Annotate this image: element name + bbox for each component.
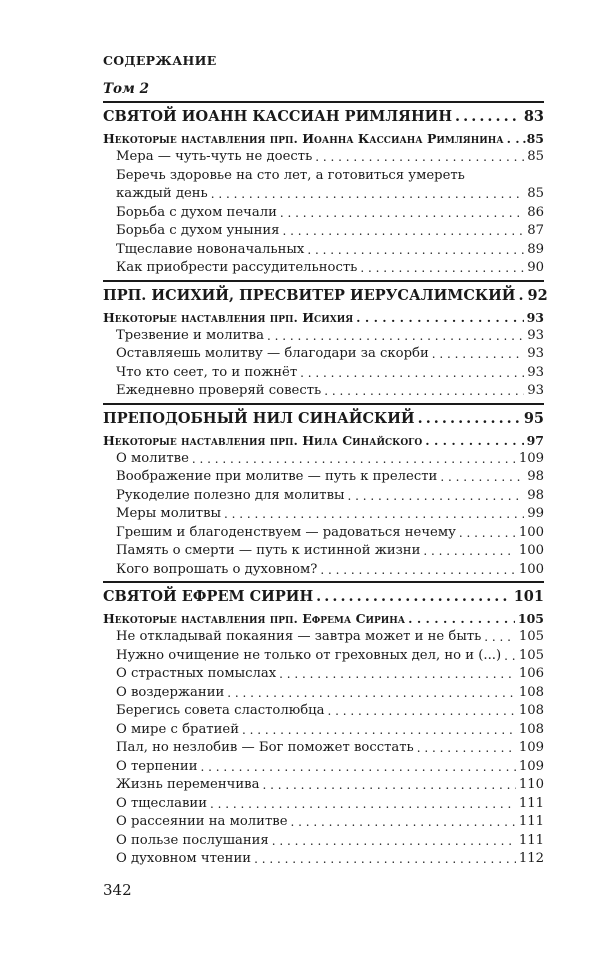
dot-leader: [201, 758, 516, 777]
dot-leader: [417, 739, 516, 758]
toc-item: [103, 647, 544, 666]
dot-leader: [356, 308, 523, 327]
toc-item: [103, 148, 544, 167]
author-heading-title: ПРП. ИСИХИЙ, ПРЕСВИТЕР ИЕРУСАЛИМСКИЙ: [103, 286, 516, 304]
toc-item: [103, 776, 544, 795]
toc-item-page: 111: [518, 814, 544, 829]
toc-item-page: 100: [518, 543, 544, 558]
group-heading: [103, 129, 544, 148]
toc-item-title: Тщеславие новоначальных: [116, 241, 305, 257]
toc-item-title: Трезвение и молитва: [116, 327, 264, 343]
dot-leader: [418, 407, 521, 431]
toc-item-page: 87: [527, 223, 544, 238]
toc-item-page: 109: [518, 740, 544, 755]
toc-item-title: Кого вопрошать о духовном?: [116, 561, 318, 577]
toc-item-page: 93: [527, 346, 544, 361]
group-heading-title: Некоторые наставления прп. Иоанна Кассиана Римлянина: [103, 131, 504, 146]
dot-leader: [328, 702, 516, 721]
group-heading-page: 93: [526, 309, 544, 325]
author-heading: [103, 407, 544, 431]
toc-item: [103, 204, 544, 223]
toc-item: [103, 795, 544, 814]
dot-leader: [291, 813, 516, 832]
toc-item-page: 98: [527, 487, 544, 503]
dot-leader: [280, 204, 524, 223]
group-heading-page: 97: [526, 432, 544, 448]
author-heading-page: 92: [527, 286, 548, 304]
toc-item: [103, 345, 544, 364]
toc-section: [103, 101, 544, 278]
toc-item: [103, 468, 544, 487]
dot-leader: [307, 241, 524, 260]
toc-item-page: 85: [527, 149, 544, 164]
toc-item-title: Память о смерти — путь к истинной жизни: [116, 543, 421, 558]
toc-item-title: Борьба с духом печали: [116, 204, 277, 220]
dot-leader: [432, 345, 524, 364]
dot-leader: [224, 505, 524, 524]
group-heading-page: .85: [522, 131, 544, 146]
author-heading-title: СВЯТОЙ ЕФРЕМ СИРИН: [103, 588, 314, 605]
toc-item: [103, 524, 544, 543]
toc-item-title: О терпении: [116, 758, 198, 774]
toc-item-title: Пал, но незлобив — Бог поможет восстать: [116, 740, 414, 755]
dot-leader: [262, 776, 515, 795]
author-heading: [103, 585, 544, 609]
dot-leader: [315, 148, 524, 167]
author-heading-page: 101: [513, 588, 544, 605]
toc-item-title: О пользе послушания: [116, 832, 269, 848]
dot-leader: [504, 647, 516, 666]
dot-leader: [242, 721, 516, 740]
toc-item-title: О молитве: [116, 450, 189, 466]
dot-leader: [519, 284, 525, 308]
toc-item: [103, 542, 544, 561]
dot-leader: [455, 105, 521, 129]
toc-item: [103, 561, 544, 580]
group-heading-title: Некоторые наставления прп. Нила Синайского: [103, 432, 423, 448]
toc-item-page: 99: [527, 506, 544, 521]
toc-item: [103, 628, 544, 647]
dot-leader: [267, 327, 524, 346]
toc-item-page: 85: [527, 186, 544, 201]
page-number: 342: [103, 881, 132, 899]
group-heading: [103, 308, 544, 327]
dot-leader: [272, 832, 516, 851]
toc-item-title: Жизнь переменчива: [116, 777, 260, 792]
toc-item: [103, 382, 544, 401]
group-heading-page: 105: [517, 611, 544, 626]
toc-item: [103, 850, 544, 869]
dot-leader: [484, 628, 516, 647]
author-heading-title: СВЯТОЙ ИОАНН КАССИАН РИМЛЯНИН: [103, 108, 453, 125]
toc-item-title: Рукоделие полезно для молитвы: [116, 487, 345, 503]
toc-item: [103, 832, 544, 851]
toc-item-title: Нужно очищение не только от греховных дел, но и (...): [116, 647, 502, 663]
author-heading: [103, 105, 544, 129]
dot-leader: [324, 382, 524, 401]
toc-item: [103, 327, 544, 346]
dot-leader: [279, 665, 516, 684]
group-heading-title: Некоторые наставления прп. Исихия: [103, 309, 354, 325]
toc-item: [103, 702, 544, 721]
toc-item: [103, 364, 544, 383]
toc-item: [103, 758, 544, 777]
toc-item-page: 108: [518, 684, 544, 700]
toc-item-title: Берегись совета сластолюбца: [116, 703, 325, 718]
toc-item-page: 106: [518, 666, 544, 681]
dot-leader: [459, 524, 516, 543]
toc-item-title: Меры молитвы: [116, 506, 222, 521]
toc-item-page: 100: [518, 561, 544, 577]
toc-item: [103, 185, 544, 204]
toc-item-page: 98: [527, 469, 544, 484]
toc-item-page: 110: [518, 777, 544, 792]
toc-item: [103, 684, 544, 703]
toc-item-page: 93: [527, 383, 544, 398]
dot-leader: [348, 487, 525, 506]
dot-leader: [507, 129, 520, 148]
toc-item-title: Ежедневно проверяй совесть: [116, 383, 322, 398]
toc-item-line: Беречь здоровье на сто лет, а готовиться умереть: [116, 167, 465, 183]
toc-item-page: 108: [518, 721, 544, 737]
dot-leader: [210, 795, 516, 814]
toc-item-page: 86: [527, 204, 544, 220]
toc-item-page: 109: [518, 758, 544, 774]
toc-item-title: Что кто сеет, то и пожнёт: [116, 364, 298, 380]
toc-item: [103, 739, 544, 758]
toc-item-page: 89: [527, 241, 544, 257]
dot-leader: [282, 222, 524, 241]
group-heading: [103, 609, 544, 628]
toc-item-page: 111: [518, 832, 544, 848]
toc-item-title: каждый день: [116, 186, 208, 201]
volume-label: Том 2: [103, 81, 149, 97]
dot-leader: [300, 364, 524, 383]
toc-item-page: 108: [518, 703, 544, 718]
dot-leader: [211, 185, 524, 204]
dot-leader: [423, 542, 515, 561]
toc-item-title: Мера — чуть-чуть не доесть: [116, 149, 313, 164]
toc-item-title: Борьба с духом уныния: [116, 223, 280, 238]
toc-item: [103, 487, 544, 506]
dot-leader: [320, 561, 515, 580]
table-of-contents: [103, 80, 548, 869]
toc-item-page: 105: [518, 647, 544, 663]
toc-item: [103, 259, 544, 278]
toc-item-page: 93: [527, 364, 544, 380]
dot-leader: [227, 684, 516, 703]
toc-item: [103, 222, 544, 241]
toc-item-title: О воздержании: [116, 684, 225, 700]
group-heading: [103, 431, 544, 450]
dot-leader: [425, 431, 523, 450]
toc-item-title: Грешим и благоденствуем — радоваться нечему: [116, 524, 456, 540]
author-heading-page: 83: [523, 108, 544, 125]
toc-item-title: О страстных помыслах: [116, 666, 277, 681]
toc-item-title: Оставляешь молитву — благодари за скорби: [116, 346, 429, 361]
toc-item-page: 100: [518, 524, 544, 540]
toc-item: [103, 665, 544, 684]
toc-item-title: Как приобрести рассудительность: [116, 260, 358, 275]
toc-item-page: 111: [518, 795, 544, 811]
toc-item-page: 105: [518, 629, 544, 644]
toc-item-page: 109: [518, 450, 544, 466]
toc-item-title: Не откладывай покаяния — завтра может и не быть: [116, 629, 482, 644]
running-head: СОДЕРЖАНИЕ: [103, 53, 217, 68]
toc-item-title: О рассеянии на молитве: [116, 814, 288, 829]
toc-item-title: О мире с братией: [116, 721, 239, 737]
author-heading: [103, 284, 548, 308]
dot-leader: [408, 609, 515, 628]
dot-leader: [316, 585, 511, 609]
group-heading-title: Некоторые наставления прп. Ефрема Сирина: [103, 611, 406, 626]
toc-item: [103, 241, 544, 260]
toc-item-page: 112: [518, 851, 544, 866]
toc-section: [103, 581, 544, 869]
toc-item-title: О тщеславии: [116, 795, 207, 811]
toc-item: [103, 721, 544, 740]
toc-item-title: О духовном чтении: [116, 851, 252, 866]
dot-leader: [192, 450, 516, 469]
toc-item-page: 93: [527, 327, 544, 343]
toc-item: [103, 450, 544, 469]
author-heading-page: 95: [523, 409, 544, 427]
dot-leader: [360, 259, 524, 278]
toc-section: [103, 280, 548, 401]
dot-leader: [254, 850, 516, 869]
dot-leader: [440, 468, 524, 487]
author-heading-title: ПРЕПОДОБНЫЙ НИЛ СИНАЙСКИЙ: [103, 409, 415, 427]
toc-section: [103, 403, 544, 580]
toc-item: [103, 505, 544, 524]
toc-item-page: 90: [527, 260, 544, 275]
toc-item: [103, 813, 544, 832]
toc-item-title: Воображение при молитве — путь к прелести: [116, 469, 438, 484]
